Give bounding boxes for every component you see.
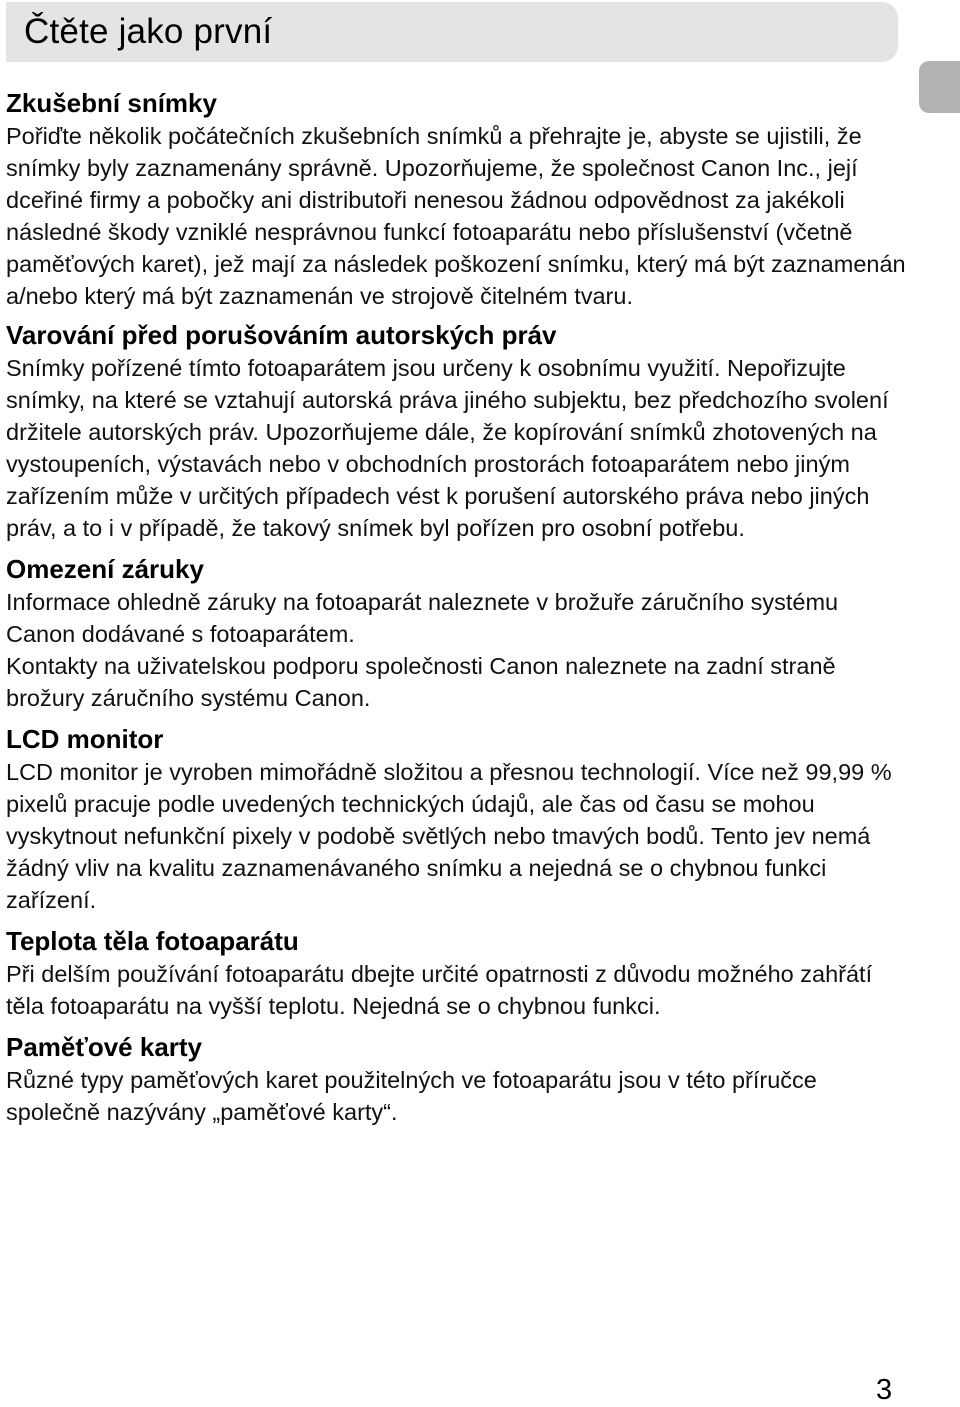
section-paragraph: LCD monitor je vyroben mimořádně složitou a přesnou technologií. Více než 99,99 % pixelů pracuje podle uvedených technických údajů, ale čas od času se mohou vyskytnout nefunkční pixely v podobě světlých nebo tmavých bodů. Tento jev nemá žádný vliv na kvalitu zaznamenávaného snímku a nejedná se o chybnou funkci zařízení. bbox=[6, 759, 892, 913]
section-paragraph: Informace ohledně záruky na fotoaparát naleznete v brožuře záručního systému Canon dodávané s fotoaparátem. bbox=[6, 589, 839, 647]
section-paragraph: Pořiďte několik počátečních zkušebních snímků a přehrajte je, abyste se ujistili, že snímky byly zaznamenány správně. Upozorňujeme, že společnost Canon Inc., její dceřiné firmy a pobočky ani distributoři nenesou žádnou odpovědnost za jakékoli následné škody vzniklé nesprávnou funkcí fotoaparátu nebo příslušenství (včetně paměťových karet), jež mají za následek poškození snímku, který má být zaznamenán a/nebo který má být zaznamenán ve strojově čitelném tvaru. bbox=[6, 123, 906, 309]
section-copyright-warning bbox=[6, 318, 906, 544]
section-lcd-monitor bbox=[6, 722, 906, 916]
page-title: Čtěte jako první bbox=[24, 12, 273, 51]
document-body bbox=[6, 86, 906, 1128]
page-number: 3 bbox=[876, 1374, 893, 1406]
section-paragraph: Různé typy paměťových karet použitelných ve fotoaparátu jsou v této příručce společně nazývány „paměťové karty“. bbox=[6, 1067, 817, 1125]
chapter-tab-marker bbox=[919, 61, 960, 113]
section-heading: Zkušební snímky bbox=[6, 88, 217, 118]
section-paragraph: Snímky pořízené tímto fotoaparátem jsou určeny k osobnímu využití. Nepořizujte snímky, na které se vztahují autorská práva jiného subjektu, bez předchozího svolení držitele autorských práv. Upozorňujeme dále, že kopírování snímků zhotovených na vystoupeních, výstavách nebo v obchodních prostorách fotoaparátem nebo jiným zařízením může v určitých případech vést k porušení autorského práva nebo jiných práv, a to i v případě, že takový snímek byl pořízen pro osobní potřebu. bbox=[6, 355, 889, 541]
section-heading: Paměťové karty bbox=[6, 1032, 203, 1062]
section-memory-cards bbox=[6, 1030, 906, 1128]
section-heading: Varování před porušováním autorských práv bbox=[6, 320, 557, 350]
section-paragraph: Kontakty na uživatelskou podporu společnosti Canon naleznete na zadní straně brožury záručního systému Canon. bbox=[6, 653, 836, 711]
section-heading: LCD monitor bbox=[6, 724, 164, 754]
section-heading: Teplota těla fotoaparátu bbox=[6, 926, 299, 956]
section-paragraph: Při delším používání fotoaparátu dbejte určité opatrnosti z důvodu možného zahřátí těla fotoaparátu na vyšší teplotu. Nejedná se o chybnou funkci. bbox=[6, 961, 873, 1019]
section-camera-temperature bbox=[6, 924, 906, 1022]
section-heading: Omezení záruky bbox=[6, 554, 204, 584]
section-warranty-limitations bbox=[6, 552, 906, 714]
page-title-bar bbox=[6, 2, 898, 62]
section-test-shots bbox=[6, 86, 906, 312]
